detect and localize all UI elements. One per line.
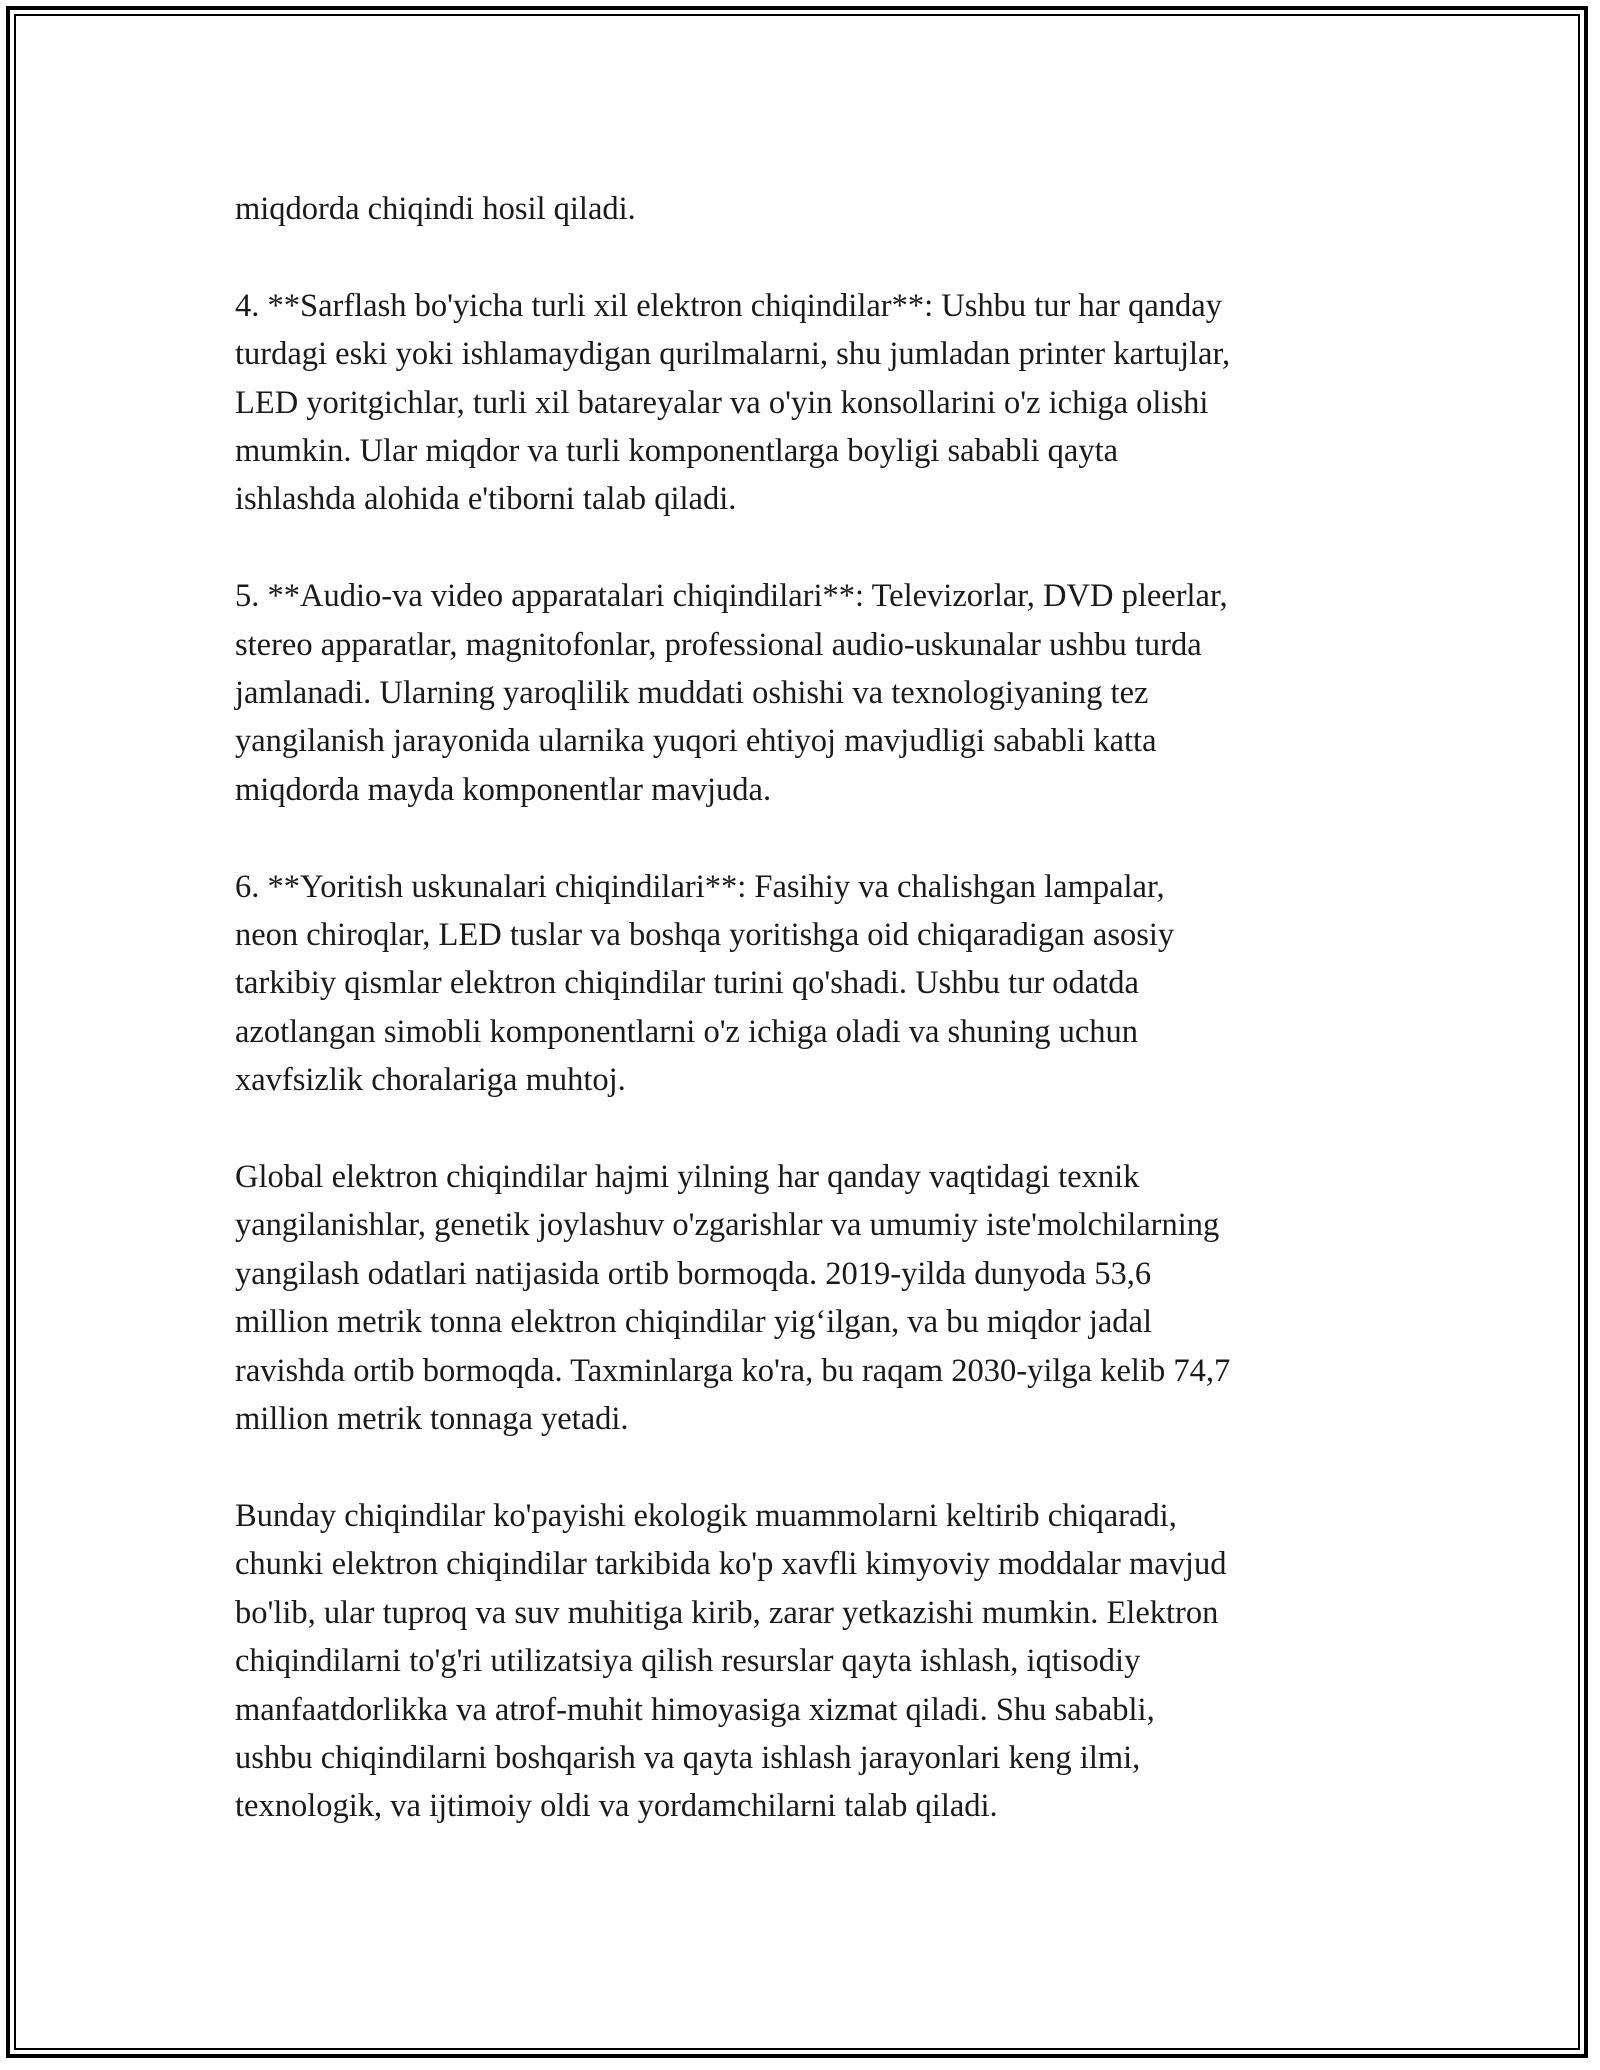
document-body (235, 185, 1380, 1831)
paragraph-item-5: 5. **Audio-va video apparatalari chiqindilari**: Televizorlar, DVD pleerlar, stereo apparatlar, magnitofonlar, professional audio-uskunalar ushbu turda jamlanadi. Ularning yaroqlilik muddati oshishi va texnologiyaning tez yangilanish jarayonida ularnika yuqori ehtiyoj mavjudligi sababli katta miqdorda mayda komponentlar mavjuda. (235, 578, 1228, 808)
paragraph-item-6: 6. **Yoritish uskunalari chiqindilari**: Fasihiy va chalishgan lampalar, neon chiroqlar, LED tuslar va boshqa yoritishga oid chiqaradigan asosiy tarkibiy qismlar elektron chiqindilar turini qo'shadi. Ushbu tur odatda azotlangan simobli komponentlarni o'z ichiga oladi va shuning uchun xavfsizlik choralariga muhtoj. (235, 868, 1175, 1099)
paragraph-continuation: miqdorda chiqindi hosil qiladi. (235, 191, 636, 227)
paragraph-item-4: 4. **Sarflash bo'yicha turli xil elektron chiqindilar**: Ushbu tur har qanday turdagi eski yoki ishlamaydigan qurilmalarni, shu jumladan printer kartujlar, LED yoritgichlar, turli xil batareyalar va o'yin konsollarini o'z ichiga olishi mumkin. Ular miqdor va turli komponentlarga boyligi sababli qayta ishlashda alohida e'tiborni talab qiladi. (235, 287, 1231, 518)
paragraph-global-volume: Global elektron chiqindilar hajmi yilning har qanday vaqtidagi texnik yangilanishlar, genetik joylashuv o'zgarishlar va umumiy iste'molchilarning yangilash odatlari natijasida ortib bormoqda. 2019-yilda dunyoda 53,6 million metrik tonna elektron chiqindilar yig‘ilgan, va bu miqdor jadal ravishda ortib bormoqda. Taxminlarga ko'ra, bu raqam 2030-yilga kelib 74,7 million metrik tonnaga yetadi. (235, 1159, 1231, 1438)
paragraph-ecological-problems: Bunday chiqindilar ko'payishi ekologik muammolarni keltirib chiqaradi, chunki elektron chiqindilar tarkibida ko'p xavfli kimyoviy moddalar mavjud bo'lib, ular tuproq va suv muhitiga kirib, zarar yetkazishi mumkin. Elektron chiqindilarni to'g'ri utilizatsiya qilish resurslar qayta ishlash, iqtisodiy manfaatdorlikka va atrof-muhit himoyasiga xizmat qiladi. Shu sababli, ushbu chiqindilarni boshqarish va qayta ishlash jarayonlari keng ilmi, texnologik, va ijtimoiy oldi va yordamchilarni talab qiladi. (235, 1497, 1227, 1825)
